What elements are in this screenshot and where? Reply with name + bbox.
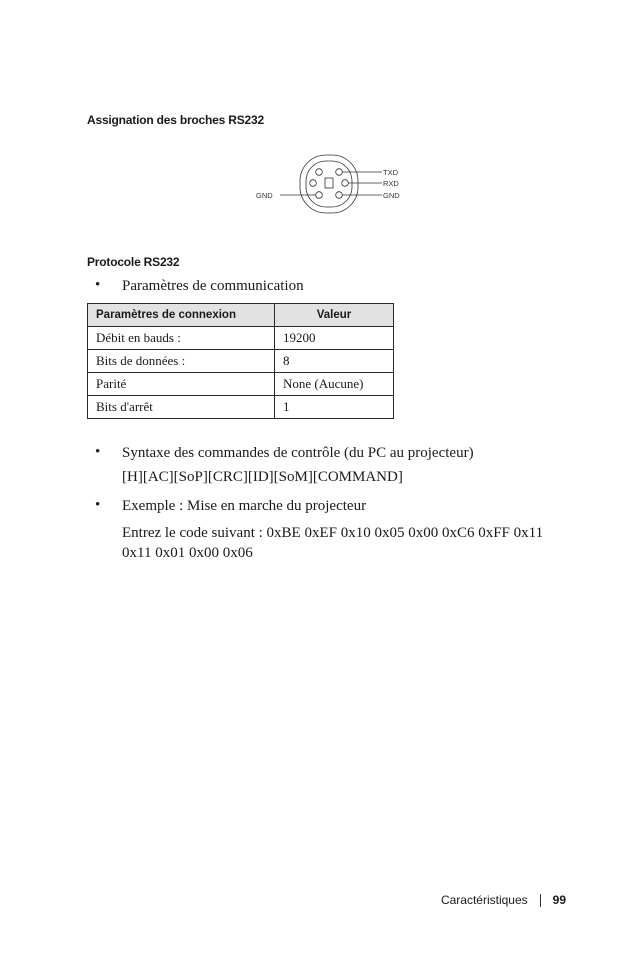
connector-inner-shell: [306, 161, 352, 207]
pin-5: [316, 192, 323, 199]
pin-1: [316, 169, 323, 176]
cell-param: Bits d'arrêt: [88, 396, 275, 419]
table-header-row: [88, 304, 394, 327]
connection-params-table: [87, 303, 394, 419]
bullet-symbol: •: [95, 277, 101, 293]
section-heading-protocol: Protocole RS232: [87, 255, 180, 269]
section-heading-pin-assignment: Assignation des broches RS232: [87, 113, 264, 127]
bullet-communication-params: Paramètres de communication: [122, 278, 304, 294]
cell-param: Bits de données :: [88, 350, 275, 373]
connector-outer-shell: [300, 155, 358, 213]
pin-2: [336, 169, 343, 176]
col-header-value: Valeur: [275, 304, 394, 327]
col-header-param: Paramètres de connexion: [88, 304, 275, 327]
rs232-pin-diagram: [250, 148, 410, 218]
table-row: [88, 327, 394, 350]
table-row: [88, 396, 394, 419]
cell-value: None (Aucune): [275, 373, 394, 396]
cell-value: 8: [275, 350, 394, 373]
cell-value: 1: [275, 396, 394, 419]
table-row: [88, 350, 394, 373]
page-number: 99: [552, 893, 566, 907]
bullet-example: Exemple : Mise en marche du projecteur: [122, 498, 367, 514]
example-code-line-1: Entrez le code suivant : 0xBE 0xEF 0x10 0x05 0x00 0xC6 0xFF 0x11: [122, 525, 544, 541]
page-footer: [441, 893, 566, 907]
center-key: [325, 178, 333, 188]
table-row: [88, 373, 394, 396]
command-syntax-format: [H][AC][SoP][CRC][ID][SoM][COMMAND]: [122, 469, 403, 485]
label-gnd-left: GND: [256, 191, 273, 200]
label-rxd: RXD: [383, 179, 399, 188]
example-code-line-2: 0x11 0x01 0x00 0x06: [122, 545, 253, 561]
cell-param: Parité: [88, 373, 275, 396]
pin-4: [342, 180, 349, 187]
bullet-command-syntax: Syntaxe des commandes de contrôle (du PC au projecteur): [122, 445, 474, 461]
label-gnd-right: GND: [383, 191, 400, 200]
cell-value: 19200: [275, 327, 394, 350]
footer-divider: [540, 894, 541, 907]
bullet-symbol: •: [95, 444, 101, 460]
pin-3: [310, 180, 317, 187]
footer-section-title: Caractéristiques: [440, 893, 528, 907]
bullet-symbol: •: [95, 497, 101, 513]
label-txd: TXD: [383, 168, 398, 177]
cell-param: Débit en bauds :: [88, 327, 275, 350]
pin-6: [336, 192, 343, 199]
